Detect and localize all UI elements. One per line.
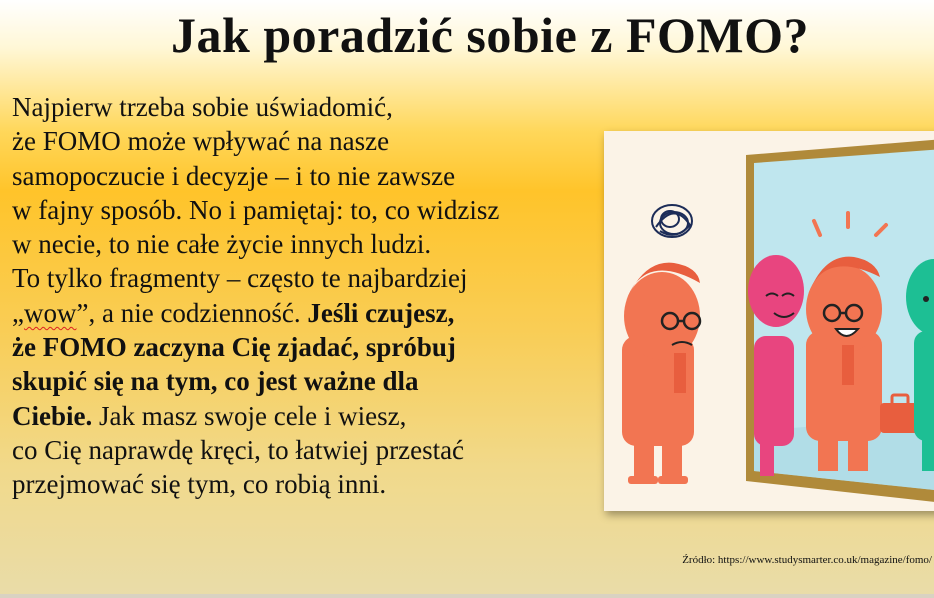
text-line: przejmować się tym, co robią inni. [12,469,387,500]
text-line: samopoczucie i decyzje – i to nie zawsze [12,160,456,191]
bold-text: Ciebie. [12,400,93,431]
source-caption: Źródło: https://www.studysmarter.co.uk/magazine/fomo/ [682,554,932,566]
text-line [12,399,602,433]
bold-text: że FOMO zaczyna Cię zjadać, spróbuj [12,332,456,363]
slide-bottom-border [0,594,934,598]
scribble-icon [652,205,692,237]
text-line [12,364,602,398]
open-quote: „ [12,297,24,328]
text-line: Najpierw trzeba sobie uświadomić, [12,92,393,122]
body-paragraph [12,90,602,502]
mirror-illustration-svg [604,131,934,511]
text-line: w fajny sposób. No i pamiętaj: to, co widzisz [12,194,500,225]
text-line: w necie, to nie całe życie innych ludzi. [12,229,432,260]
sad-character [622,263,700,484]
spellcheck-word-wow: wow [23,297,77,328]
text-fragment: Jak masz swoje cele i wiesz, [92,400,407,431]
text-line [12,296,602,330]
mirror-illustration [604,131,934,511]
bold-text: Jeśli czujesz, [307,297,455,328]
text-line [12,330,602,364]
text-line: że FOMO może wpływać na nasze [12,126,390,157]
text-line: To tylko fragmenty – często te najbardziej [12,263,468,294]
page-title: Jak poradzić sobie z FOMO? [171,7,809,63]
text-line: co Cię naprawdę kręci, to łatwiej przestać [12,434,465,465]
text-fragment: ”, a nie codzienność. [76,297,308,328]
bold-text: skupić się na tym, co jest ważne dla [12,366,419,397]
